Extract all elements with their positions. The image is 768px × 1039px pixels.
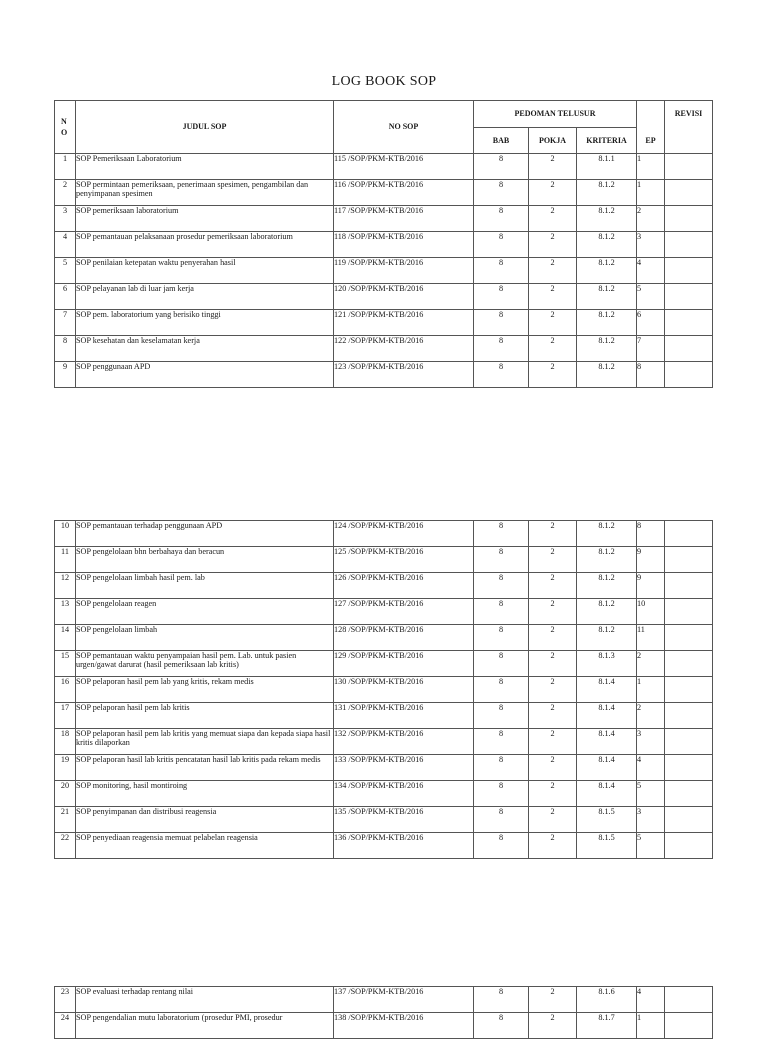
row-kriteria: 8.1.7 xyxy=(577,1013,637,1039)
row-revisi xyxy=(665,703,713,729)
row-bab: 8 xyxy=(474,336,529,362)
row-revisi xyxy=(665,206,713,232)
row-pokja: 2 xyxy=(529,1013,577,1039)
row-judul-sop: SOP pemantauan terhadap penggunaan APD xyxy=(76,521,334,547)
row-pokja: 2 xyxy=(529,781,577,807)
header-no-sop: NO SOP xyxy=(334,101,474,154)
table-row xyxy=(55,651,713,677)
table-row xyxy=(55,807,713,833)
row-judul-sop: SOP evaluasi terhadap rentang nilai xyxy=(76,987,334,1013)
table-row xyxy=(55,310,713,336)
row-bab: 8 xyxy=(474,206,529,232)
row-bab: 8 xyxy=(474,1013,529,1039)
row-ep: 4 xyxy=(637,987,665,1013)
row-no-sop: 131 /SOP/PKM-KTB/2016 xyxy=(334,703,474,729)
sop-table-body-2 xyxy=(55,521,713,859)
row-no-sop: 117 /SOP/PKM-KTB/2016 xyxy=(334,206,474,232)
row-number: 15 xyxy=(55,651,76,677)
row-pokja: 2 xyxy=(529,987,577,1013)
table-row xyxy=(55,547,713,573)
row-number: 8 xyxy=(55,336,76,362)
row-revisi xyxy=(665,573,713,599)
header-no xyxy=(55,101,76,154)
row-ep: 2 xyxy=(637,651,665,677)
row-revisi xyxy=(665,521,713,547)
row-bab: 8 xyxy=(474,677,529,703)
row-kriteria: 8.1.2 xyxy=(577,336,637,362)
row-number: 22 xyxy=(55,833,76,859)
row-judul-sop: SOP pemantauan waktu penyampaian hasil pem. Lab. untuk pasien urgen/gawat darurat (hasil pemeriksaan lab kritis) xyxy=(76,651,334,677)
row-revisi xyxy=(665,599,713,625)
row-judul-sop: SOP permintaan pemeriksaan, penerimaan spesimen, pengambilan dan penyimpanan spesimen xyxy=(76,180,334,206)
row-revisi xyxy=(665,232,713,258)
row-bab: 8 xyxy=(474,154,529,180)
row-number: 18 xyxy=(55,729,76,755)
row-bab: 8 xyxy=(474,521,529,547)
row-kriteria: 8.1.6 xyxy=(577,987,637,1013)
row-pokja: 2 xyxy=(529,703,577,729)
row-pokja: 2 xyxy=(529,599,577,625)
row-pokja: 2 xyxy=(529,651,577,677)
row-no-sop: 125 /SOP/PKM-KTB/2016 xyxy=(334,547,474,573)
row-no-sop: 119 /SOP/PKM-KTB/2016 xyxy=(334,258,474,284)
row-no-sop: 133 /SOP/PKM-KTB/2016 xyxy=(334,755,474,781)
row-ep: 1 xyxy=(637,180,665,206)
header-bab: BAB xyxy=(474,128,529,154)
sop-table-block-1 xyxy=(54,100,713,388)
row-judul-sop: SOP pengendalian mutu laboratorium (prosedur PMI, prosedur xyxy=(76,1013,334,1039)
row-kriteria: 8.1.4 xyxy=(577,781,637,807)
row-ep: 1 xyxy=(637,154,665,180)
row-judul-sop: SOP pemeriksaan laboratorium xyxy=(76,206,334,232)
row-judul-sop: SOP penilaian ketepatan waktu penyerahan hasil xyxy=(76,258,334,284)
row-bab: 8 xyxy=(474,310,529,336)
header-revisi: REVISI xyxy=(665,101,713,154)
sop-table-body-3 xyxy=(55,987,713,1039)
row-number: 1 xyxy=(55,154,76,180)
header-judul-sop: JUDUL SOP xyxy=(76,101,334,154)
table-row xyxy=(55,362,713,388)
row-ep: 5 xyxy=(637,781,665,807)
row-number: 4 xyxy=(55,232,76,258)
row-pokja: 2 xyxy=(529,807,577,833)
row-judul-sop: SOP pelaporan hasil lab kritis pencatatan hasil lab kritis pada rekam medis xyxy=(76,755,334,781)
row-revisi xyxy=(665,362,713,388)
header-no-line-2: O xyxy=(61,128,68,137)
row-revisi xyxy=(665,755,713,781)
row-ep: 2 xyxy=(637,703,665,729)
header-pokja: POKJA xyxy=(529,128,577,154)
row-kriteria: 8.1.2 xyxy=(577,180,637,206)
row-pokja: 2 xyxy=(529,362,577,388)
row-bab: 8 xyxy=(474,599,529,625)
table-row xyxy=(55,1013,713,1039)
row-number: 16 xyxy=(55,677,76,703)
row-pokja: 2 xyxy=(529,521,577,547)
sop-table-block-3 xyxy=(54,986,713,1039)
row-revisi xyxy=(665,310,713,336)
row-kriteria: 8.1.2 xyxy=(577,599,637,625)
row-bab: 8 xyxy=(474,284,529,310)
row-number: 6 xyxy=(55,284,76,310)
row-judul-sop: SOP monitoring, hasil montiroing xyxy=(76,781,334,807)
row-pokja: 2 xyxy=(529,625,577,651)
row-bab: 8 xyxy=(474,781,529,807)
table-row xyxy=(55,206,713,232)
row-judul-sop: SOP pengelolaan limbah xyxy=(76,625,334,651)
row-ep: 10 xyxy=(637,599,665,625)
row-revisi xyxy=(665,987,713,1013)
row-no-sop: 122 /SOP/PKM-KTB/2016 xyxy=(334,336,474,362)
row-bab: 8 xyxy=(474,232,529,258)
sop-table-body-1 xyxy=(55,154,713,388)
row-pokja: 2 xyxy=(529,677,577,703)
row-judul-sop: SOP pelayanan lab di luar jam kerja xyxy=(76,284,334,310)
row-no-sop: 137 /SOP/PKM-KTB/2016 xyxy=(334,987,474,1013)
table-row xyxy=(55,755,713,781)
sop-table-block-2 xyxy=(54,520,713,859)
table-row xyxy=(55,677,713,703)
row-kriteria: 8.1.2 xyxy=(577,521,637,547)
header-pedoman-telusur: PEDOMAN TELUSUR xyxy=(474,101,637,128)
row-ep: 3 xyxy=(637,807,665,833)
header-ep: EP xyxy=(637,128,665,154)
table-row xyxy=(55,258,713,284)
row-pokja: 2 xyxy=(529,180,577,206)
table-row xyxy=(55,729,713,755)
row-pokja: 2 xyxy=(529,336,577,362)
row-number: 5 xyxy=(55,258,76,284)
row-number: 21 xyxy=(55,807,76,833)
table-row xyxy=(55,154,713,180)
row-revisi xyxy=(665,677,713,703)
row-bab: 8 xyxy=(474,362,529,388)
row-no-sop: 124 /SOP/PKM-KTB/2016 xyxy=(334,521,474,547)
row-ep: 3 xyxy=(637,232,665,258)
row-revisi xyxy=(665,154,713,180)
row-judul-sop: SOP Pemeriksaan Laboratorium xyxy=(76,154,334,180)
row-judul-sop: SOP pelaporan hasil pem lab kritis yang memuat siapa dan kepada siapa hasil kritis dilaporkan xyxy=(76,729,334,755)
table-row xyxy=(55,833,713,859)
row-judul-sop: SOP pem. laboratorium yang berisiko tinggi xyxy=(76,310,334,336)
row-kriteria: 8.1.4 xyxy=(577,677,637,703)
row-kriteria: 8.1.4 xyxy=(577,729,637,755)
row-bab: 8 xyxy=(474,833,529,859)
row-revisi xyxy=(665,833,713,859)
row-pokja: 2 xyxy=(529,258,577,284)
row-revisi xyxy=(665,336,713,362)
table-row xyxy=(55,781,713,807)
row-ep: 2 xyxy=(637,206,665,232)
row-ep: 1 xyxy=(637,677,665,703)
row-kriteria: 8.1.5 xyxy=(577,807,637,833)
row-judul-sop: SOP penyediaan reagensia memuat pelabelan reagensia xyxy=(76,833,334,859)
row-judul-sop: SOP pengelolaan limbah hasil pem. lab xyxy=(76,573,334,599)
row-judul-sop: SOP penggunaan APD xyxy=(76,362,334,388)
row-ep: 1 xyxy=(637,1013,665,1039)
header-ep-top xyxy=(637,101,665,128)
row-pokja: 2 xyxy=(529,310,577,336)
row-no-sop: 128 /SOP/PKM-KTB/2016 xyxy=(334,625,474,651)
table-row xyxy=(55,284,713,310)
row-revisi xyxy=(665,258,713,284)
row-number: 14 xyxy=(55,625,76,651)
row-bab: 8 xyxy=(474,258,529,284)
row-kriteria: 8.1.4 xyxy=(577,755,637,781)
row-pokja: 2 xyxy=(529,729,577,755)
row-ep: 4 xyxy=(637,258,665,284)
row-ep: 5 xyxy=(637,284,665,310)
row-ep: 8 xyxy=(637,362,665,388)
row-number: 17 xyxy=(55,703,76,729)
row-number: 10 xyxy=(55,521,76,547)
row-kriteria: 8.1.2 xyxy=(577,573,637,599)
table-row xyxy=(55,521,713,547)
row-revisi xyxy=(665,807,713,833)
row-judul-sop: SOP pemantauan pelaksanaan prosedur pemeriksaan laboratorium xyxy=(76,232,334,258)
row-judul-sop: SOP pengelolaan bhn berbahaya dan beracun xyxy=(76,547,334,573)
row-no-sop: 118 /SOP/PKM-KTB/2016 xyxy=(334,232,474,258)
row-no-sop: 120 /SOP/PKM-KTB/2016 xyxy=(334,284,474,310)
row-no-sop: 121 /SOP/PKM-KTB/2016 xyxy=(334,310,474,336)
table-row xyxy=(55,573,713,599)
row-ep: 4 xyxy=(637,755,665,781)
row-number: 23 xyxy=(55,987,76,1013)
row-revisi xyxy=(665,547,713,573)
row-judul-sop: SOP pengelolaan reagen xyxy=(76,599,334,625)
row-bab: 8 xyxy=(474,625,529,651)
table-row xyxy=(55,180,713,206)
row-no-sop: 129 /SOP/PKM-KTB/2016 xyxy=(334,651,474,677)
row-no-sop: 138 /SOP/PKM-KTB/2016 xyxy=(334,1013,474,1039)
header-no-line-1: N xyxy=(61,116,67,126)
row-number: 12 xyxy=(55,573,76,599)
row-kriteria: 8.1.3 xyxy=(577,651,637,677)
table-row xyxy=(55,232,713,258)
row-no-sop: 130 /SOP/PKM-KTB/2016 xyxy=(334,677,474,703)
row-number: 9 xyxy=(55,362,76,388)
row-ep: 8 xyxy=(637,521,665,547)
row-number: 7 xyxy=(55,310,76,336)
row-kriteria: 8.1.2 xyxy=(577,547,637,573)
row-pokja: 2 xyxy=(529,154,577,180)
row-kriteria: 8.1.2 xyxy=(577,258,637,284)
row-pokja: 2 xyxy=(529,547,577,573)
row-no-sop: 115 /SOP/PKM-KTB/2016 xyxy=(334,154,474,180)
row-pokja: 2 xyxy=(529,833,577,859)
row-pokja: 2 xyxy=(529,232,577,258)
page-title: LOG BOOK SOP xyxy=(331,74,437,89)
row-no-sop: 123 /SOP/PKM-KTB/2016 xyxy=(334,362,474,388)
row-kriteria: 8.1.2 xyxy=(577,206,637,232)
row-ep: 7 xyxy=(637,336,665,362)
row-ep: 9 xyxy=(637,573,665,599)
row-bab: 8 xyxy=(474,703,529,729)
row-no-sop: 135 /SOP/PKM-KTB/2016 xyxy=(334,807,474,833)
row-revisi xyxy=(665,781,713,807)
row-no-sop: 127 /SOP/PKM-KTB/2016 xyxy=(334,599,474,625)
row-revisi xyxy=(665,625,713,651)
row-number: 20 xyxy=(55,781,76,807)
row-number: 3 xyxy=(55,206,76,232)
row-no-sop: 134 /SOP/PKM-KTB/2016 xyxy=(334,781,474,807)
row-revisi xyxy=(665,180,713,206)
row-revisi xyxy=(665,1013,713,1039)
row-kriteria: 8.1.2 xyxy=(577,284,637,310)
row-pokja: 2 xyxy=(529,206,577,232)
row-bab: 8 xyxy=(474,807,529,833)
row-bab: 8 xyxy=(474,755,529,781)
row-bab: 8 xyxy=(474,987,529,1013)
table-row xyxy=(55,987,713,1013)
row-kriteria: 8.1.1 xyxy=(577,154,637,180)
row-kriteria: 8.1.2 xyxy=(577,232,637,258)
row-no-sop: 136 /SOP/PKM-KTB/2016 xyxy=(334,833,474,859)
table-row xyxy=(55,625,713,651)
row-revisi xyxy=(665,651,713,677)
row-number: 2 xyxy=(55,180,76,206)
row-bab: 8 xyxy=(474,547,529,573)
row-pokja: 2 xyxy=(529,284,577,310)
table-row xyxy=(55,703,713,729)
row-bab: 8 xyxy=(474,651,529,677)
row-no-sop: 126 /SOP/PKM-KTB/2016 xyxy=(334,573,474,599)
row-pokja: 2 xyxy=(529,755,577,781)
row-pokja: 2 xyxy=(529,573,577,599)
header-kriteria: KRITERIA xyxy=(577,128,637,154)
row-kriteria: 8.1.2 xyxy=(577,310,637,336)
row-number: 24 xyxy=(55,1013,76,1039)
row-kriteria: 8.1.2 xyxy=(577,362,637,388)
row-kriteria: 8.1.2 xyxy=(577,625,637,651)
row-ep: 11 xyxy=(637,625,665,651)
row-ep: 5 xyxy=(637,833,665,859)
row-ep: 6 xyxy=(637,310,665,336)
row-ep: 9 xyxy=(637,547,665,573)
row-revisi xyxy=(665,729,713,755)
row-judul-sop: SOP kesehatan dan keselamatan kerja xyxy=(76,336,334,362)
row-number: 13 xyxy=(55,599,76,625)
row-kriteria: 8.1.5 xyxy=(577,833,637,859)
row-number: 19 xyxy=(55,755,76,781)
row-bab: 8 xyxy=(474,573,529,599)
table-row xyxy=(55,599,713,625)
row-kriteria: 8.1.4 xyxy=(577,703,637,729)
row-no-sop: 132 /SOP/PKM-KTB/2016 xyxy=(334,729,474,755)
row-judul-sop: SOP penyimpanan dan distribusi reagensia xyxy=(76,807,334,833)
row-number: 11 xyxy=(55,547,76,573)
row-judul-sop: SOP pelaporan hasil pem lab kritis xyxy=(76,703,334,729)
row-no-sop: 116 /SOP/PKM-KTB/2016 xyxy=(334,180,474,206)
row-ep: 3 xyxy=(637,729,665,755)
row-bab: 8 xyxy=(474,729,529,755)
table-row xyxy=(55,336,713,362)
row-revisi xyxy=(665,284,713,310)
row-judul-sop: SOP pelaporan hasil pem lab yang kritis, rekam medis xyxy=(76,677,334,703)
row-bab: 8 xyxy=(474,180,529,206)
